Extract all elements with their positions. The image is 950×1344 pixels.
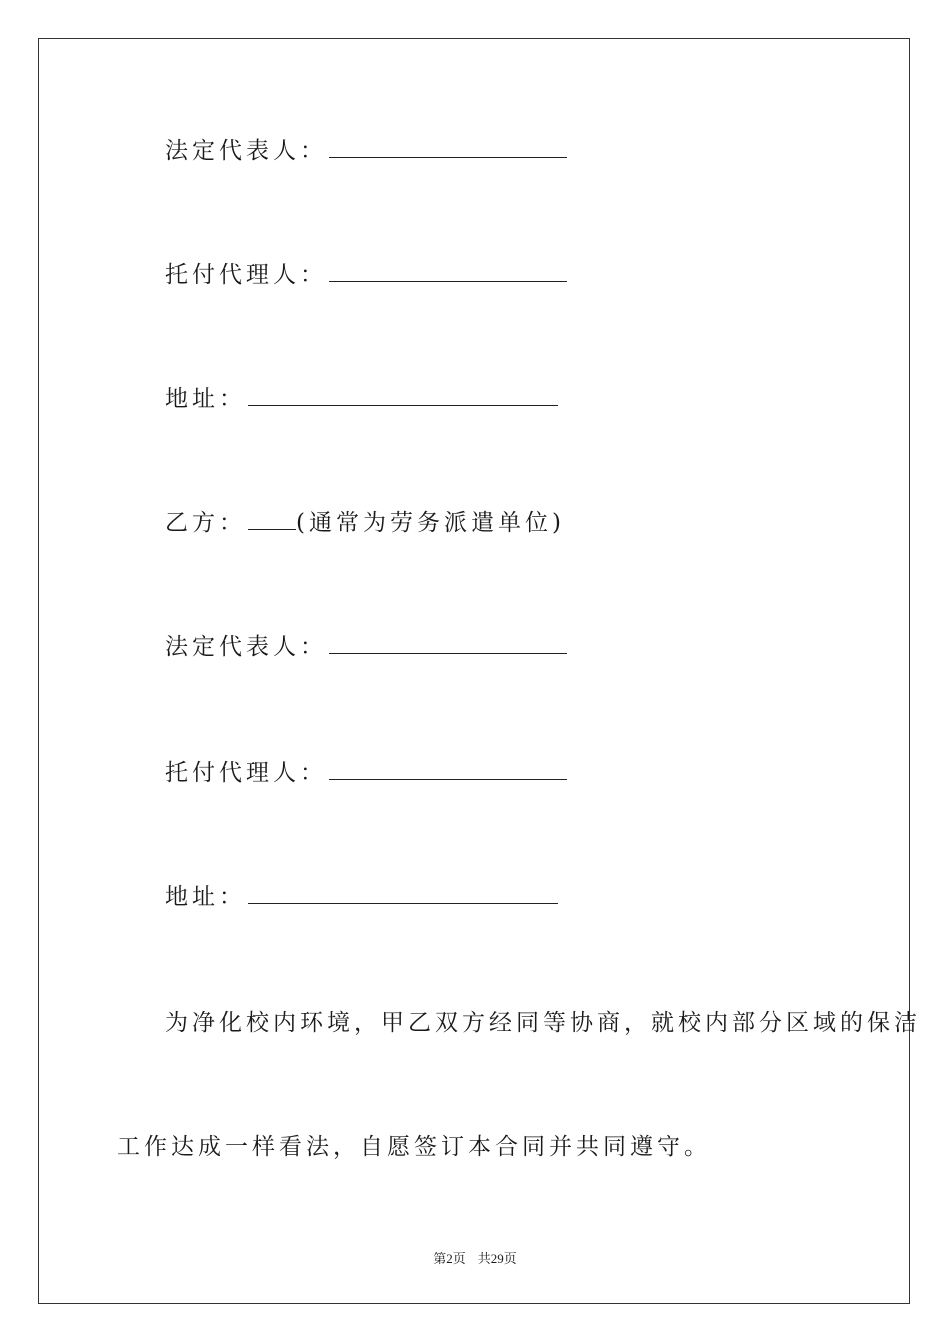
party-b-agent-line xyxy=(165,758,567,788)
party-b-heading-label: 乙方： xyxy=(165,510,246,536)
party-a-legal-rep-line xyxy=(165,136,567,166)
party-a-agent-line xyxy=(165,260,567,290)
body-paragraph-line-1: 为净化校内环境，甲乙双方经同等协商，就校内部分区域的保洁 xyxy=(165,1010,921,1036)
page-frame xyxy=(38,38,910,1304)
page-footer xyxy=(0,1248,950,1267)
party-a-agent-label: 托付代理人： xyxy=(165,262,327,288)
page-number-total: 共29页 xyxy=(477,1251,517,1266)
party-b-legal-rep-line xyxy=(165,632,567,662)
party-b-agent-label: 托付代理人： xyxy=(165,760,327,786)
party-a-address-line xyxy=(165,384,558,414)
party-a-address-blank[interactable] xyxy=(248,385,558,406)
party-b-name-blank[interactable] xyxy=(248,509,296,530)
party-a-legal-rep-label: 法定代表人： xyxy=(165,138,327,164)
party-a-address-label: 地址： xyxy=(165,386,246,412)
party-b-address-label: 地址： xyxy=(165,884,246,910)
party-b-heading-note: (通常为劳务派遣单位) xyxy=(296,510,565,536)
page-number-current: 第2页 xyxy=(433,1251,466,1266)
party-a-agent-blank[interactable] xyxy=(329,261,567,282)
party-b-legal-rep-label: 法定代表人： xyxy=(165,634,327,660)
party-b-legal-rep-blank[interactable] xyxy=(329,633,567,654)
party-a-legal-rep-blank[interactable] xyxy=(329,137,567,158)
body-paragraph-line-2: 工作达成一样看法，自愿签订本合同并共同遵守。 xyxy=(117,1134,711,1160)
party-b-heading-line xyxy=(165,508,565,538)
party-b-agent-blank[interactable] xyxy=(329,759,567,780)
party-b-address-line xyxy=(165,882,558,912)
party-b-address-blank[interactable] xyxy=(248,883,558,904)
